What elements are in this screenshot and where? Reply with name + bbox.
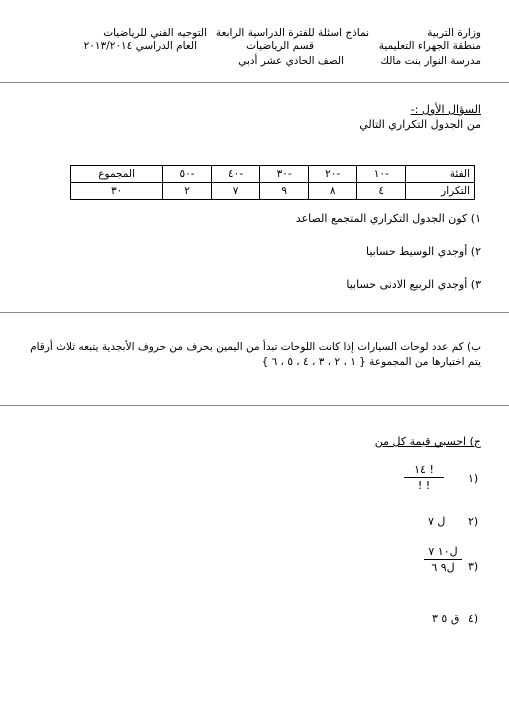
- supervision-label: التوجيه الفني للرياضيات: [103, 27, 207, 39]
- divider: [0, 312, 509, 313]
- divider: [0, 405, 509, 406]
- item-number: ٤): [468, 612, 479, 625]
- ministry-label: وزارة التربية: [427, 27, 481, 39]
- table-cell: ٢: [163, 183, 212, 200]
- question-b-line-1: ب) كم عدد لوحات السيارات إذا كانت اللوحات تبدأ من اليمين بحرف من حروف الأبجدية يتبعه ثلاث أرقام: [30, 341, 481, 353]
- table-cell: المجموع: [71, 166, 163, 183]
- grade-label: الصف الحادي عشر أدبي: [238, 55, 344, 67]
- fraction-denominator: ! !: [417, 479, 431, 492]
- table-cell: الفئة: [406, 166, 475, 183]
- table-cell: ٣٠: [71, 183, 163, 200]
- list-item: ٢) أوجدي الوسيط حسابيا: [365, 245, 481, 258]
- table-row: [71, 166, 475, 183]
- table-cell: ٩: [260, 183, 309, 200]
- fraction-bar: [424, 559, 462, 560]
- question-c-title: ج) احسبي قيمة كل من: [374, 435, 481, 448]
- table-cell: التكرار: [406, 183, 475, 200]
- fraction-bar: [404, 477, 444, 478]
- combination-expression: ق ٥ ٣: [432, 612, 460, 625]
- table-cell: -٥٠: [163, 166, 212, 183]
- item-number: ٢): [468, 515, 479, 528]
- table-row: [71, 183, 475, 200]
- table-cell: -٣٠: [260, 166, 309, 183]
- item-number: ١): [468, 472, 479, 485]
- fraction-denominator: ل٩ ٦: [431, 561, 455, 574]
- table-cell: -٤٠: [211, 166, 260, 183]
- table-cell: ٨: [308, 183, 357, 200]
- table-cell: -١٠: [357, 166, 406, 183]
- divider: [0, 82, 509, 83]
- fraction-numerator: ل١٠ ٧: [428, 545, 458, 558]
- academic-year-label: العام الدراسي ٢٠١٣/٢٠١٤: [83, 40, 197, 52]
- table-cell: ٤: [357, 183, 406, 200]
- table-cell: -٢٠: [308, 166, 357, 183]
- region-label: منطقة الجهراء التعليمية: [378, 40, 481, 52]
- frequency-table: [70, 165, 475, 200]
- fraction-numerator: ١٤ !: [414, 463, 434, 476]
- exam-title: نماذج اسئلة للفترة الدراسية الرابعة: [215, 27, 369, 39]
- table-cell: ٧: [211, 183, 260, 200]
- permutation-fraction: [424, 545, 462, 574]
- list-item: ٣) أوجدي الربيع الادنى حسابيا: [346, 278, 481, 291]
- department-label: قسم الرياضيات: [246, 40, 314, 52]
- question-1-intro: من الجدول التكراري التالي: [359, 118, 481, 131]
- permutation-expression: ل ٧: [428, 515, 446, 528]
- item-number: ٣): [468, 560, 479, 573]
- school-label: مدرسة النوار بنت مالك: [380, 55, 481, 67]
- factorial-fraction: [404, 463, 444, 492]
- question-1-title: السؤال الأول :-: [410, 103, 481, 116]
- question-b-line-2: يتم اختيارها من المجموعة { ١ ، ٢ ، ٣ ، ٤ ، ٥ ، ٦ }: [261, 356, 481, 368]
- list-item: ١) كون الجدول التكراري المتجمع الصاعد: [295, 212, 481, 225]
